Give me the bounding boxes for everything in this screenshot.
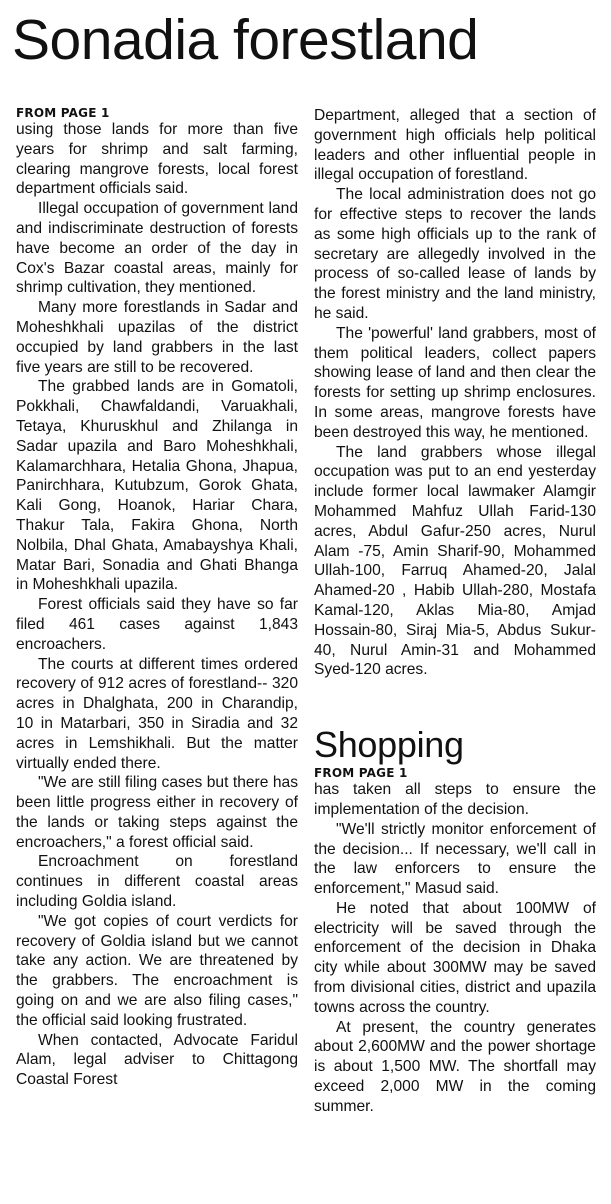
- story-paragraph: "We got copies of court verdicts for recovery of Goldia island but we cannot take any action. We are threatened by the grabbers. The encroachment is going on and we are also filing cases," the official said looking frustrated.: [16, 912, 298, 1029]
- story-paragraph: The courts at different times ordered recovery of 912 acres of forestland-- 320 acres in Dhalghata, 200 in Charandip, 10 in Matarbari, 350 in Siradia and 32 acres in Lemshikhali. But the matter virtually ended there.: [16, 655, 298, 772]
- main-headline: Sonadia forestland: [12, 8, 479, 72]
- story-paragraph: Many more forestlands in Sadar and Moheshkhali upazilas of the district occupied by land grabbers in the last five years are still to be recovered.: [16, 299, 298, 376]
- story-paragraph: The grabbed lands are in Gomatoli, Pokkhali, Chawfaldandi, Varuakhali, Tetaya, Khuruskhul and Zhilanga in Sadar upazila and Baro Moheshkhali, Kalamarchhara, Hetalia Ghona, Jhapua, Panirchhara, Kutubzum, Gorok Ghata, Kali Gong, Hoanok, Hariar Chara, Thakur Tala, Fakira Ghona, North Nolbila, Dhal Ghata, Amabayshya Khali, Matar Bari, Sonadia and Ghati Bhanga in Moheshkhali upazila.: [16, 378, 298, 594]
- story-paragraph: The land grabbers whose illegal occupation was put to an end yesterday include former local lawmaker Alamgir Mohammed Mahfuz Ullah Farid-130 acres, Abdul Gafur-250 acres, Nurul Alam -75, Amin Sharif-90, Mohammed Ullah-100, Farruq Ahamed-20, Jalal Ahamed-20 , Habib Ullah-280, Mostafa Kamal-120, Aklas Mia-80, Amjad Hossain-80, Siraj Mia-5, Abdus Sukur-40, Nurul Amin-31 and Mohammed Syed-120 acres.: [314, 443, 596, 679]
- story-paragraph: has taken all steps to ensure the implementation of the decision.: [314, 781, 596, 818]
- story-paragraph: using those lands for more than five years for shrimp and salt farming, clearing mangrove forests, local forest department officials said.: [16, 121, 298, 198]
- story-paragraph: Illegal occupation of government land and indiscriminate destruction of forests have become an order of the day in Cox's Bazar coastal areas, mainly for shrimp cultivation, they mentioned.: [16, 200, 298, 297]
- story-paragraph: When contacted, Advocate Faridul Alam, legal adviser to Chittagong Coastal Forest: [16, 1031, 298, 1089]
- story-column-right: [314, 106, 596, 1117]
- story-paragraph: Department, alleged that a section of government high officials help political leaders and other influential people in illegal occupation of forestland.: [314, 107, 596, 184]
- story-paragraph: The local administration does not go for effective steps to recover the lands as some high officials up to the rank of secretary are allegedly involved in the process of so-called lease of lands by the forest ministry and the land ministry, he said.: [314, 186, 596, 322]
- story-paragraph: At present, the country generates about 2,600MW and the power shortage is about 1,500 MW. The shortfall may exceed 2,000 MW in the coming summer.: [314, 1018, 596, 1115]
- continued-from-label: FROM PAGE 1: [16, 106, 110, 120]
- shopping-headline: Shopping: [314, 724, 464, 766]
- story-paragraph: Encroachment on forestland continues in different coastal areas including Goldia island.: [16, 853, 298, 911]
- story-paragraph: He noted that about 100MW of electricity will be saved through the enforcement of the decision in Dhaka city while about 300MW may be saved from divisional cities, district and upazila towns across the country.: [314, 899, 596, 1016]
- story-paragraph: The 'powerful' land grabbers, most of them political leaders, collect papers showing lease of land and then clear the forests for setting up shrimp enclosures. In some areas, mangrove forests have been destroyed this way, he mentioned.: [314, 324, 596, 441]
- story-paragraph: "We are still filing cases but there has been little progress either in recovery of the lands or taking steps against the encroachers," a forest official said.: [16, 774, 298, 851]
- story-column-left: [16, 106, 298, 1090]
- continued-from-label: FROM PAGE 1: [314, 766, 408, 781]
- story-paragraph: "We'll strictly monitor enforcement of the decision... If necessary, we'll call in the law enforcers to ensure the enforcement," Masud said.: [314, 820, 596, 898]
- story-paragraph: Forest officials said they have so far filed 461 cases against 1,843 encroachers.: [16, 596, 298, 653]
